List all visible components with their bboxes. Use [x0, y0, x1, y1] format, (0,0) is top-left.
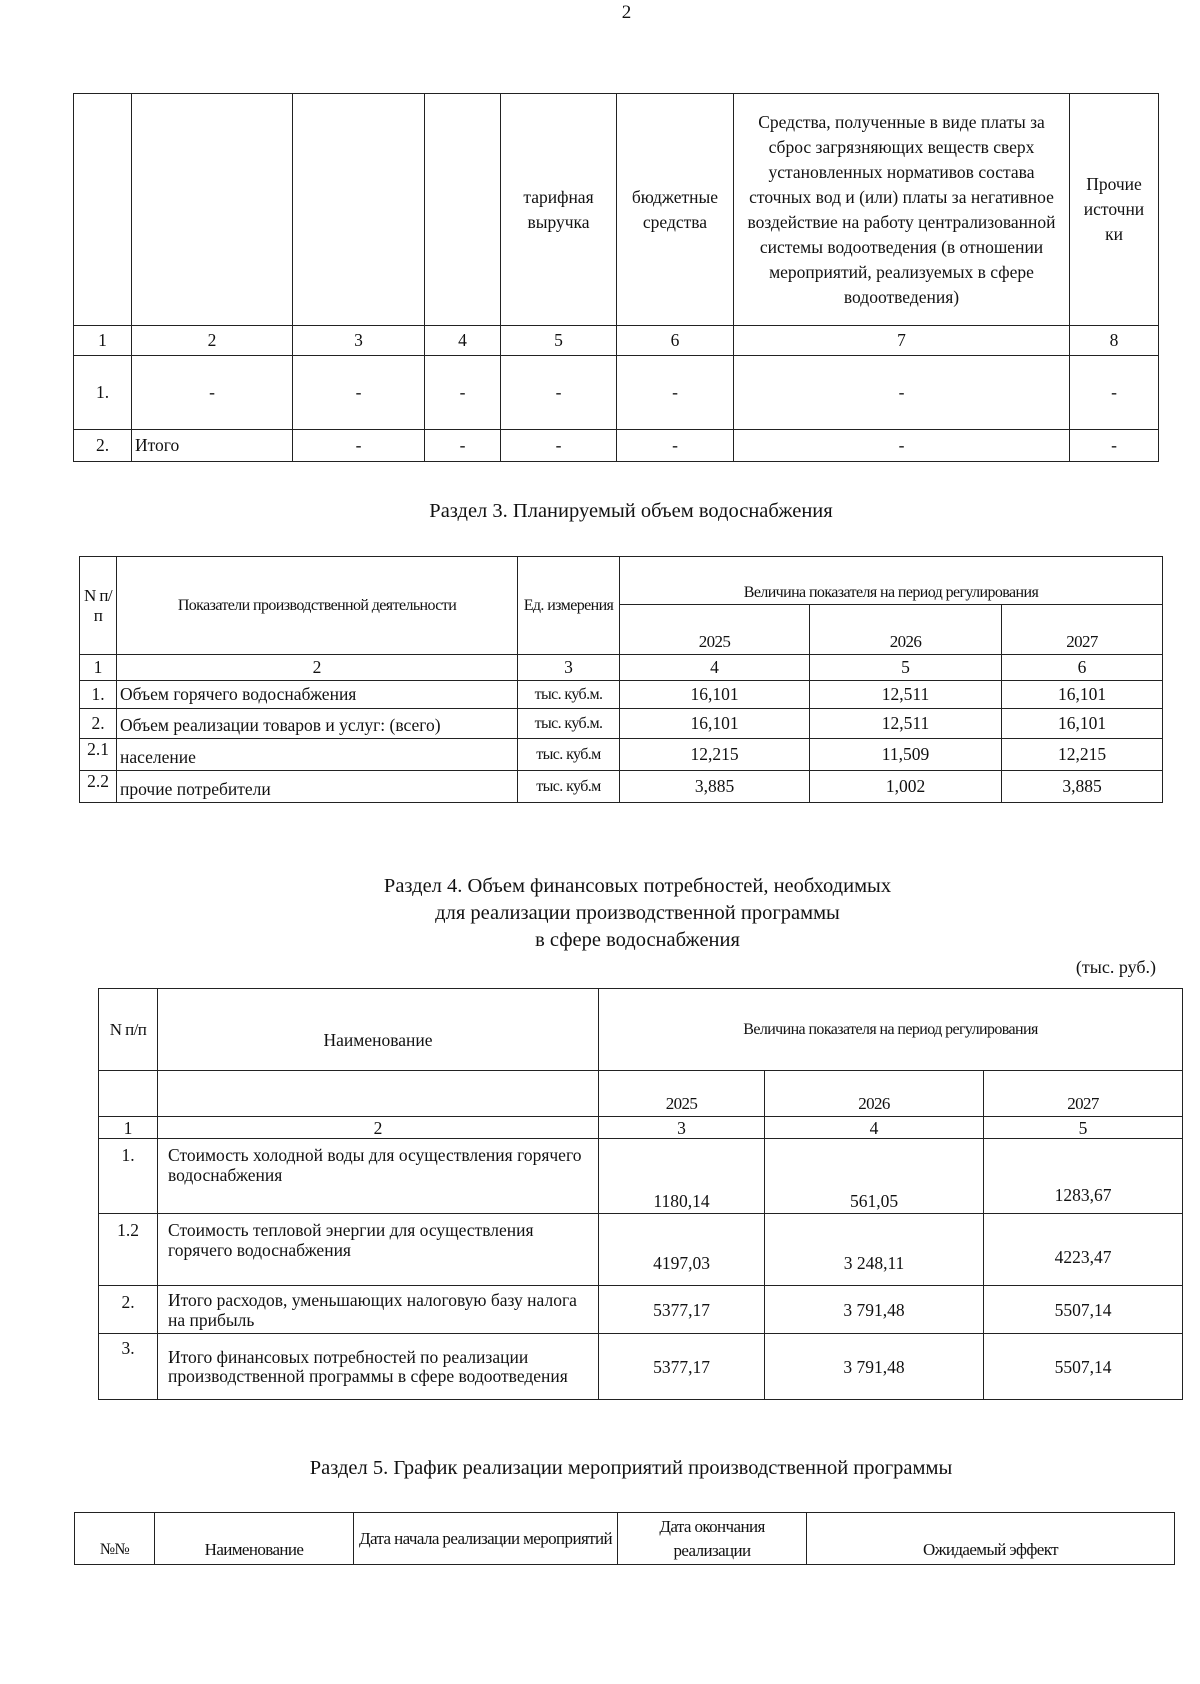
value-2025: 4197,03 [599, 1214, 765, 1286]
indicator-name: Объем горячего водоснабжения [117, 681, 518, 709]
table-row [80, 681, 1163, 709]
col-number: 6 [1002, 655, 1163, 681]
value-2027: 1283,67 [984, 1139, 1183, 1214]
value-2026: 561,05 [765, 1139, 984, 1214]
table-row-total [74, 430, 1159, 462]
col-number: 4 [765, 1117, 984, 1139]
header-end-date: Дата окончания реализации [618, 1513, 807, 1565]
header-period: Величина показателя на период регулирования [620, 557, 1163, 605]
cell: - [617, 430, 734, 462]
col-number: 3 [293, 326, 425, 356]
column-number-row [74, 326, 1159, 356]
value-2025: 12,215 [620, 739, 810, 771]
header-budget-funds: бюджетные средства [617, 94, 734, 326]
year-2027: 2027 [1002, 605, 1163, 655]
value-2025: 5377,17 [599, 1334, 765, 1400]
table-row [80, 709, 1163, 739]
header-name: Наименование [155, 1513, 354, 1565]
unit: тыс. куб.м [518, 739, 620, 771]
unit: тыс. куб.м. [518, 709, 620, 739]
section-4-title-line: для реализации производственной программы [435, 902, 840, 924]
section-4-title-line: Раздел 4. Объем финансовых потребностей, необходимых [383, 875, 892, 897]
year-2027: 2027 [984, 1071, 1183, 1117]
header-pollution-fees: Средства, полученные в виде платы за сброс загрязняющих веществ сверх установленных нормативов состава сточных вод и (или) платы за негативное воздействие на работу централизованной системы водоотведения (в отношении мероприятий, реализуемых в сфере водоотведения) [734, 94, 1070, 326]
cell: - [734, 356, 1070, 430]
table-row [80, 771, 1163, 803]
cell: - [425, 356, 501, 430]
row-number: 1.2 [99, 1214, 158, 1286]
col-number: 6 [617, 326, 734, 356]
cell: - [425, 430, 501, 462]
cell: - [293, 430, 425, 462]
row-number: 1. [99, 1139, 158, 1214]
value-2026: 3 791,48 [765, 1334, 984, 1400]
page-number: 2 [621, 2, 632, 23]
table-row [99, 1139, 1183, 1214]
value-2025: 1180,14 [599, 1139, 765, 1214]
table-header-row [74, 94, 1159, 326]
table-row [99, 1286, 1183, 1334]
col-number: 1 [80, 655, 117, 681]
col-number: 5 [501, 326, 617, 356]
section-3-title: Раздел 3. Планируемый объем водоснабжения [429, 500, 833, 522]
header-name: Наименование [158, 989, 599, 1071]
row-number: 2. [80, 709, 117, 739]
financing-sources-table [73, 93, 1159, 462]
empty-cell [99, 1071, 158, 1117]
item-name: Итого расходов, уменьшающих налоговую базу налога на прибыль [158, 1286, 599, 1334]
header-cell [425, 94, 501, 326]
header-indicator: Показатели производственной деятельности [117, 557, 518, 655]
value-2025: 5377,17 [599, 1286, 765, 1334]
value-2027: 5507,14 [984, 1286, 1183, 1334]
financial-needs-table [98, 988, 1183, 1400]
value-2026: 3 791,48 [765, 1286, 984, 1334]
col-number: 3 [518, 655, 620, 681]
unit: тыс. куб.м. [518, 681, 620, 709]
header-num: N п/п [99, 989, 158, 1071]
value-2026: 12,511 [810, 681, 1002, 709]
value-2027: 5507,14 [984, 1334, 1183, 1400]
cell: - [1070, 356, 1159, 430]
header-cell [132, 94, 293, 326]
table-header-row [99, 989, 1183, 1071]
table-row [80, 739, 1163, 771]
row-number: 3. [99, 1334, 158, 1400]
value-2027: 16,101 [1002, 681, 1163, 709]
cell: - [501, 356, 617, 430]
col-number: 1 [99, 1117, 158, 1139]
col-number: 7 [734, 326, 1070, 356]
header-num: N п/п [80, 557, 117, 655]
col-number: 3 [599, 1117, 765, 1139]
item-name: Итого финансовых потребностей по реализации производственной программы в сфере водоотведения [158, 1334, 599, 1400]
col-number: 5 [984, 1117, 1183, 1139]
value-2027: 12,215 [1002, 739, 1163, 771]
cell: - [293, 356, 425, 430]
col-number: 4 [425, 326, 501, 356]
value-2026: 3 248,11 [765, 1214, 984, 1286]
col-number: 2 [117, 655, 518, 681]
value-2026: 1,002 [810, 771, 1002, 803]
header-expected-effect: Ожидаемый эффект [807, 1513, 1175, 1565]
table-header-row [80, 557, 1163, 605]
indicator-name: население [117, 739, 518, 771]
col-number: 1 [74, 326, 132, 356]
cell: - [501, 430, 617, 462]
value-2027: 3,885 [1002, 771, 1163, 803]
row-number: 2.1 [80, 739, 117, 771]
row-number: 2. [74, 430, 132, 462]
table-row [99, 1334, 1183, 1400]
table-row [74, 356, 1159, 430]
header-other-sources: Прочие источни ки [1070, 94, 1159, 326]
value-2027: 4223,47 [984, 1214, 1183, 1286]
empty-cell [158, 1071, 599, 1117]
value-2025: 16,101 [620, 709, 810, 739]
row-number: 1. [80, 681, 117, 709]
section-4-title-line: в сфере водоснабжения [535, 929, 740, 951]
header-start-date: Дата начала реализации мероприятий [354, 1513, 618, 1565]
row-number: 2. [99, 1286, 158, 1334]
header-num: №№ [75, 1513, 155, 1565]
table-row [99, 1214, 1183, 1286]
year-2026: 2026 [765, 1071, 984, 1117]
cell: - [1070, 430, 1159, 462]
year-2025: 2025 [599, 1071, 765, 1117]
unit: тыс. куб.м [518, 771, 620, 803]
item-name: Стоимость холодной воды для осуществления горячего водоснабжения [158, 1139, 599, 1214]
value-2026: 12,511 [810, 709, 1002, 739]
indicator-name: Объем реализации товаров и услуг: (всего) [117, 709, 518, 739]
header-tariff-revenue: тарифная выручка [501, 94, 617, 326]
col-number: 2 [158, 1117, 599, 1139]
value-2027: 16,101 [1002, 709, 1163, 739]
year-2025: 2025 [620, 605, 810, 655]
column-number-row [80, 655, 1163, 681]
unit-note: (тыс. руб.) [1075, 957, 1156, 977]
col-number: 2 [132, 326, 293, 356]
section-5-title: Раздел 5. График реализации мероприятий производственной программы [309, 1457, 953, 1479]
water-supply-volume-table [79, 556, 1163, 803]
section-4-title [0, 873, 1200, 954]
indicator-name: прочие потребители [117, 771, 518, 803]
col-number: 5 [810, 655, 1002, 681]
row-number: 2.2 [80, 771, 117, 803]
row-number: 1. [74, 356, 132, 430]
year-2026: 2026 [810, 605, 1002, 655]
item-name: Стоимость тепловой энергии для осуществления горячего водоснабжения [158, 1214, 599, 1286]
header-cell [74, 94, 132, 326]
header-period: Величина показателя на период регулирования [599, 989, 1183, 1071]
cell: - [132, 356, 293, 430]
value-2025: 16,101 [620, 681, 810, 709]
total-label: Итого [132, 430, 293, 462]
value-2026: 11,509 [810, 739, 1002, 771]
value-2025: 3,885 [620, 771, 810, 803]
header-cell [293, 94, 425, 326]
col-number: 8 [1070, 326, 1159, 356]
column-number-row [99, 1117, 1183, 1139]
col-number: 4 [620, 655, 810, 681]
years-row [99, 1071, 1183, 1117]
schedule-table [74, 1512, 1175, 1565]
cell: - [734, 430, 1070, 462]
cell: - [617, 356, 734, 430]
header-unit: Ед. измерения [518, 557, 620, 655]
table-header-row [75, 1513, 1175, 1565]
